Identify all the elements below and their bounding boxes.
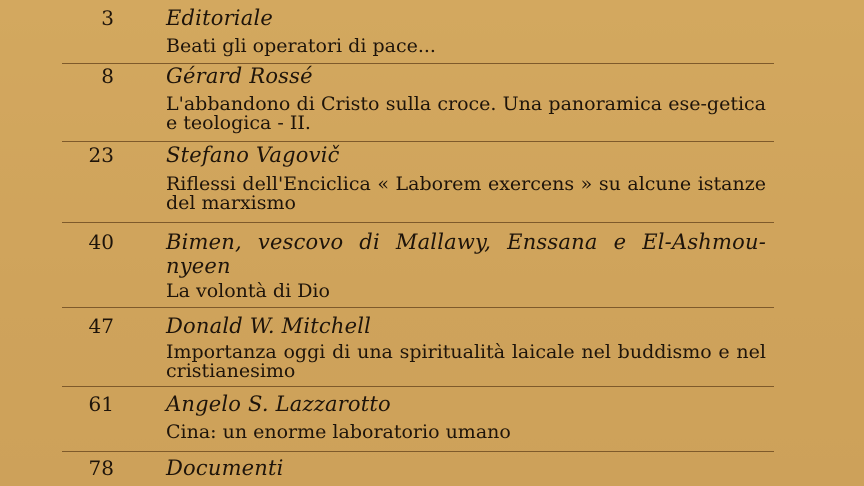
entry-author: Donald W. Mitchell xyxy=(166,314,372,338)
entry-title: L'abbandono di Cristo sulla croce. Una panoramica ese-getica e teologica - II. xyxy=(166,93,766,134)
entry-author: Stefano Vagovič xyxy=(166,143,340,167)
divider xyxy=(62,386,774,387)
entry-title: Beati gli operatori di pace... xyxy=(166,35,436,57)
entry-title: La volontà di Dio xyxy=(166,280,330,302)
entry-title: Riflessi dell'Enciclica « Laborem exercens » su alcune istanze del marxismo xyxy=(166,173,766,214)
entry-author: Editoriale xyxy=(166,6,273,30)
page-number: 47 xyxy=(88,314,114,338)
page-number: 8 xyxy=(101,64,114,88)
page-number: 40 xyxy=(88,230,114,254)
divider xyxy=(62,307,774,308)
divider xyxy=(62,222,774,223)
page-number: 3 xyxy=(101,6,114,30)
entry-title: Cina: un enorme laboratorio umano xyxy=(166,421,511,443)
entry-author: Angelo S. Lazzarotto xyxy=(166,392,391,416)
divider xyxy=(62,451,774,452)
entry-title: Importanza oggi di una spiritualità laicale nel buddismo e nel cristianesimo xyxy=(166,341,766,382)
entry-author: Documenti xyxy=(166,456,284,480)
entry-author: Gérard Rossé xyxy=(166,64,313,88)
divider xyxy=(62,141,774,142)
entry-author: Bimen, vescovo di Mallawy, Enssana e El-Ashmou-nyeen xyxy=(166,230,766,278)
page-number: 61 xyxy=(88,392,114,416)
page-number: 78 xyxy=(88,456,114,480)
page-number: 23 xyxy=(88,143,114,167)
